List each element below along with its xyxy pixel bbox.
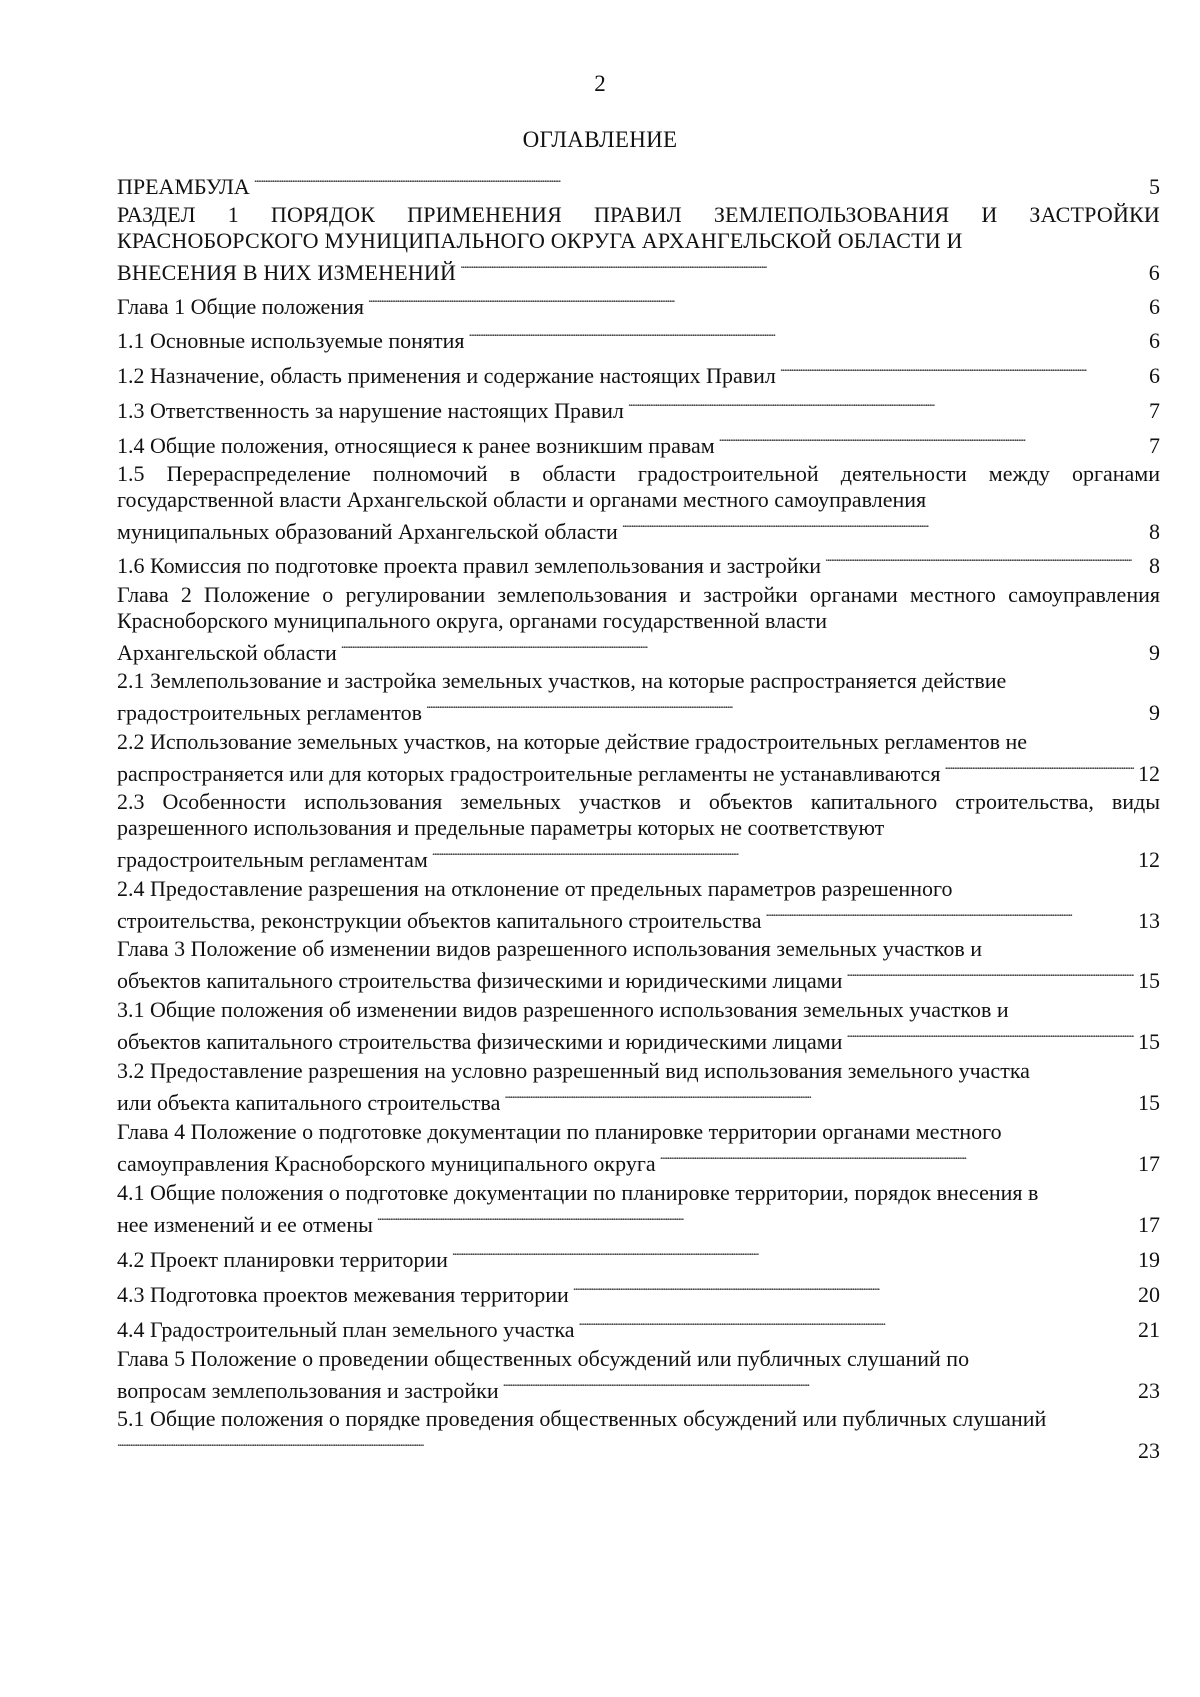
dot-leader	[628, 392, 1145, 418]
toc-entry-title-end: самоуправления Красноборского муниципального округа	[117, 1151, 656, 1176]
toc-entry-title: Глава 2 Положение о регулировании землепользования и застройки органами местного самоуправления Красноборского муниципального округа, органами государственной власти	[117, 582, 1160, 633]
toc-entry-1-5[interactable]	[117, 461, 1160, 545]
toc-page-number: 7	[1149, 398, 1160, 423]
toc-entry-2-3[interactable]	[117, 789, 1160, 873]
dot-leader	[460, 254, 1145, 280]
toc-entry-title: 4.2 Проект планировки территории	[117, 1247, 448, 1272]
toc-entry-title-end: объектов капитального строительства физическими и юридическими лицами	[117, 968, 843, 993]
toc-entry-title: 1.3 Ответственность за нарушение настоящих Правил	[117, 398, 624, 423]
dot-leader	[469, 322, 1145, 348]
dot-leader	[944, 755, 1134, 781]
toc-entry-title: 1.1 Основные используемые понятия	[117, 328, 465, 353]
toc-entry-chapter-1[interactable]	[117, 288, 1160, 320]
toc-page-number: 7	[1149, 433, 1160, 458]
dot-leader	[719, 427, 1145, 453]
dot-leader	[846, 962, 1134, 988]
dot-leader	[368, 288, 1145, 314]
toc-entry-title: 3.1 Общие положения об изменении видов разрешенного использования земельных участков и	[117, 997, 1009, 1022]
page-number: 2	[594, 71, 606, 96]
toc-entry-title: Глава 4 Положение о подготовке документации по планировке территории органами местного	[117, 1119, 1002, 1144]
toc-page-number: 9	[1149, 640, 1160, 665]
dot-leader	[452, 1241, 1134, 1267]
toc-entry-title-end: градостроительным регламентам	[117, 847, 428, 872]
toc-entry-title: РАЗДЕЛ 1 ПОРЯДОК ПРИМЕНЕНИЯ ПРАВИЛ ЗЕМЛЕПОЛЬЗОВАНИЯ И ЗАСТРОЙКИ КРАСНОБОРСКОГО МУНИЦИПАЛЬНОГО ОКРУГА АРХАНГЕЛЬСКОЙ ОБЛАСТИ И	[117, 202, 1160, 253]
dot-leader	[846, 1023, 1134, 1049]
dot-leader	[426, 694, 1145, 720]
toc-title: ОГЛАВЛЕНИЕ	[522, 127, 678, 152]
toc-entry-title: 1.5 Перераспределение полномочий в области градостроительной деятельности между органами государственной власти Архангельской области и органами местного самоуправления	[117, 461, 1160, 512]
toc-entry-title: Глава 1 Общие положения	[117, 294, 364, 319]
toc-page-number: 15	[1138, 1090, 1160, 1115]
dot-leader	[341, 634, 1145, 660]
toc-entry-title-end: распространяется или для которых градостроительные регламенты не устанавливаются	[117, 761, 941, 786]
toc-entry-4-3[interactable]	[117, 1276, 1160, 1308]
toc-page-number: 12	[1138, 761, 1160, 786]
toc-page-number: 17	[1138, 1151, 1160, 1176]
toc-entry-title: Глава 5 Положение о проведении общественных обсуждений или публичных слушаний по	[117, 1346, 970, 1371]
toc-entry-title: 5.1 Общие положения о порядке проведения общественных обсуждений или публичных слушаний	[117, 1406, 1047, 1431]
toc-entry-1-6[interactable]	[117, 547, 1160, 579]
toc-page-number: 6	[1148, 260, 1160, 285]
toc-page-number: 8	[1149, 553, 1160, 578]
toc-entry-title-end: строительства, реконструкции объектов капитального строительства	[117, 908, 762, 933]
toc-entry-title-end: объектов капитального строительства физическими и юридическими лицами	[117, 1029, 843, 1054]
toc-entry-chapter-4[interactable]	[117, 1119, 1160, 1177]
toc-page-number: 6	[1149, 328, 1160, 353]
toc-page-number: 15	[1138, 968, 1160, 993]
toc-page-number: 17	[1138, 1212, 1160, 1237]
dot-leader	[579, 1311, 1135, 1337]
toc-entry-title: 1.6 Комиссия по подготовке проекта правил землепользования и застройки	[117, 553, 822, 578]
toc-entry-1-3[interactable]	[117, 392, 1160, 424]
toc-page-number: 9	[1149, 700, 1160, 725]
dot-leader	[660, 1145, 1134, 1171]
toc-entry-title: 4.1 Общие положения о подготовке документации по планировке территории, порядок внесения в	[117, 1180, 1039, 1205]
toc-page-number: 13	[1138, 908, 1160, 933]
toc-page-number: 23	[1138, 1438, 1160, 1463]
toc-entry-title-end: Архангельской области	[117, 640, 337, 665]
toc-entry-4-4[interactable]	[117, 1311, 1160, 1343]
dot-leader	[765, 902, 1134, 928]
toc-entry-2-4[interactable]	[117, 876, 1160, 934]
toc-entry-2-1[interactable]	[117, 668, 1160, 726]
toc-page-number: 19	[1138, 1247, 1160, 1272]
toc-entry-title: 4.4 Градостроительный план земельного участка	[117, 1317, 575, 1342]
toc-entry-title: 1.2 Назначение, область применения и содержание настоящих Правил	[117, 363, 776, 388]
toc-entry-1-4[interactable]	[117, 427, 1160, 459]
toc-entry-3-2[interactable]	[117, 1058, 1160, 1116]
dot-leader	[825, 547, 1145, 573]
toc-entry-1-1[interactable]	[117, 322, 1160, 354]
toc-page-number: 6	[1149, 294, 1160, 319]
toc-entry-title: Глава 3 Положение об изменении видов разрешенного использования земельных участков и	[117, 936, 983, 961]
toc-entry-title-end: ВНЕСЕНИЯ В НИХ ИЗМЕНЕНИЙ	[117, 260, 457, 285]
toc-page-number: 21	[1138, 1317, 1160, 1342]
toc-entry-title: 2.3 Особенности использования земельных участков и объектов капитального строительства, виды разрешенного использования и предельные параметры которых не соответствуют	[117, 789, 1160, 840]
toc-entry-title: ПРЕАМБУЛА	[117, 174, 250, 199]
toc-entry-4-2[interactable]	[117, 1241, 1160, 1273]
toc-page-number: 6	[1149, 363, 1160, 388]
toc-entry-1-2[interactable]	[117, 357, 1160, 389]
dot-leader	[780, 357, 1145, 383]
toc-entry-2-2[interactable]	[117, 729, 1160, 787]
toc-page-number: 5	[1149, 174, 1160, 199]
toc-page-number: 20	[1138, 1282, 1160, 1307]
dot-leader	[503, 1372, 1134, 1398]
toc-entry-5-1[interactable]	[117, 1406, 1160, 1464]
toc-entry-title: 2.1 Землепользование и застройка земельных участков, на которые распространяется действие	[117, 668, 1007, 693]
toc-page-number: 8	[1149, 519, 1160, 544]
toc-entry-title-end: муниципальных образований Архангельской области	[117, 519, 618, 544]
toc-entry-title: 1.4 Общие положения, относящиеся к ранее возникшим правам	[117, 433, 715, 458]
toc-entry-title: 2.2 Использование земельных участков, на которые действие градостроительных регламентов не	[117, 729, 1028, 754]
toc-page-number: 12	[1138, 847, 1160, 872]
toc-entry-title: 3.2 Предоставление разрешения на условно разрешенный вид использования земельного участка	[117, 1058, 1030, 1083]
dot-leader	[573, 1276, 1134, 1302]
toc-entry-3-1[interactable]	[117, 997, 1160, 1055]
toc-entry-chapter-3[interactable]	[117, 936, 1160, 994]
toc-entry-title: 4.3 Подготовка проектов межевания территории	[117, 1282, 569, 1307]
toc-entry-chapter-5[interactable]	[117, 1346, 1160, 1404]
dot-leader	[622, 513, 1145, 539]
toc-entry-section-1[interactable]	[117, 202, 1160, 286]
toc-entry-chapter-2[interactable]	[117, 582, 1160, 666]
toc-entry-4-1[interactable]	[117, 1180, 1160, 1238]
dot-leader	[254, 168, 1145, 194]
dot-leader	[117, 1432, 1134, 1458]
toc-entry-title-end: вопросам землепользования и застройки	[117, 1378, 499, 1403]
toc-entry-title: 2.4 Предоставление разрешения на отклонение от предельных параметров разрешенного	[117, 876, 953, 901]
toc-entry-title-end: градостроительных регламентов	[117, 700, 422, 725]
toc-page-number: 23	[1138, 1378, 1160, 1403]
dot-leader	[432, 841, 1134, 867]
toc-entry-title-end: или объекта капитального строительства	[117, 1090, 501, 1115]
toc-entry-preamble[interactable]	[117, 168, 1160, 200]
toc-entry-title-end: нее изменений и ее отмены	[117, 1212, 373, 1237]
dot-leader	[377, 1206, 1134, 1232]
dot-leader	[504, 1084, 1134, 1110]
toc-page-number: 15	[1138, 1029, 1160, 1054]
